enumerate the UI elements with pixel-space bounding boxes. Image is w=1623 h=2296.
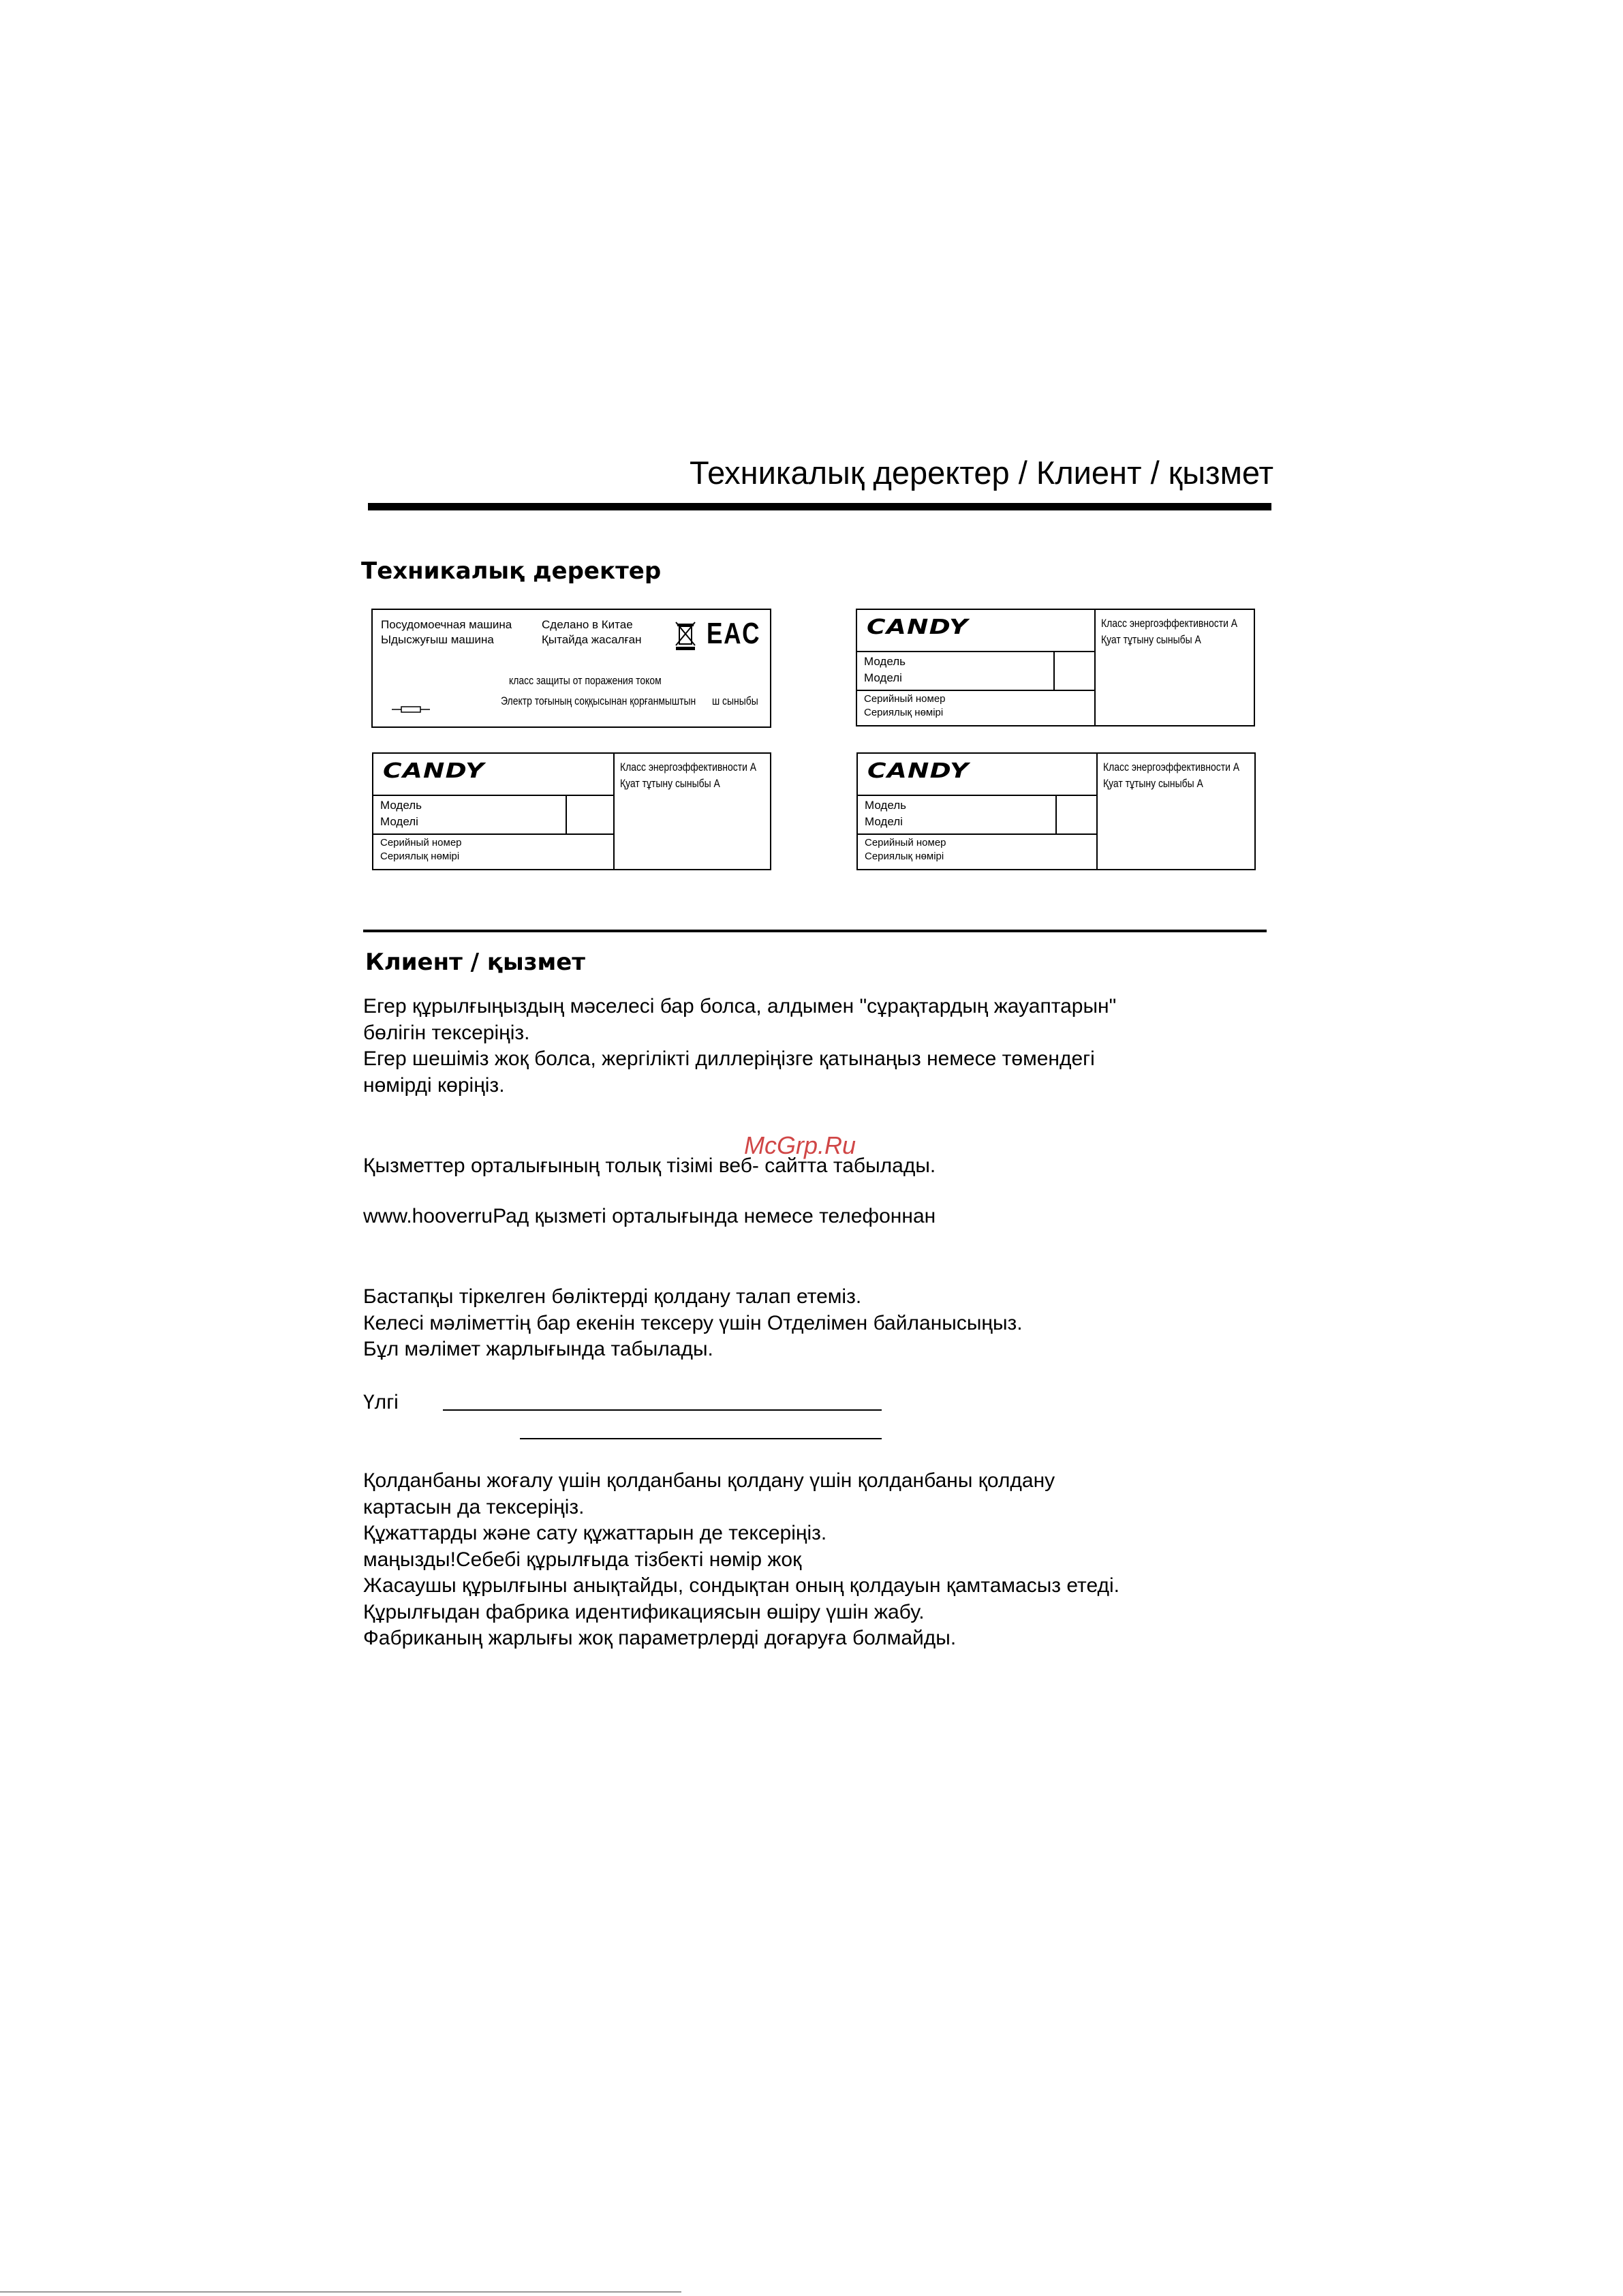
serial-fill-line	[520, 1438, 882, 1439]
eac-mark: EAC	[707, 617, 761, 650]
text-line: Қолданбаны жоғалу үшін қолданбаны қолдану үшін қолданбаны қолдану	[363, 1469, 1055, 1492]
made-in-kk: Қытайда жасалған	[542, 633, 642, 646]
candy-logo: CANDY	[867, 615, 969, 639]
model-ru: Модель	[864, 655, 906, 668]
product-ru: Посудомоечная машина	[381, 618, 512, 631]
fuse-icon	[392, 705, 430, 714]
text-line: картасын да тексеріңіз.	[363, 1495, 585, 1518]
product-kk: Ыдысжуғыш машина	[381, 633, 494, 646]
text-line: Жасаушы құрылғыны анықтайды, сондықтан оның қолдауын қамтамасыз етеді.	[363, 1574, 1119, 1597]
model-ru: Модель	[380, 799, 422, 812]
model-kk: Моделі	[380, 815, 418, 828]
website-text: www.hooverruРад қызметі орталығында немесе телефоннан	[363, 1205, 936, 1227]
model-ru: Модель	[865, 799, 907, 812]
candy-label-2	[372, 752, 771, 870]
model-fill-line	[443, 1409, 882, 1411]
energy-class-kk: Қуат тұтыну сыныбы А	[1101, 633, 1201, 646]
text-line: Келесі мәліметтің бар екенін тексеру үшін Отделімен байланысыңыз.	[363, 1311, 1023, 1334]
text-line: Егер шешіміз жоқ болса, жергілікті диллеріңізге қатынаңыз немесе төмендегі	[363, 1047, 1095, 1070]
parts-paragraph	[363, 1284, 1023, 1363]
energy-class-ru: Класс энергоэффективности А	[620, 761, 757, 774]
title-rule	[368, 503, 1271, 510]
candy-label-1	[856, 609, 1255, 726]
candy-logo: CANDY	[867, 759, 970, 783]
candy-logo: CANDY	[383, 759, 485, 783]
serial-kk: Сериялық нөмірі	[380, 851, 460, 862]
candy-label-3	[856, 752, 1256, 870]
section-divider	[363, 930, 1267, 932]
energy-class-ru: Класс энергоэффективности А	[1103, 761, 1240, 774]
text-line: Бұл мәлімет жарлығында табылады.	[363, 1338, 713, 1360]
client-heading: Клиент / қызмет	[365, 949, 585, 976]
service-list-text: Қызметтер орталығының толық тізімі веб- сайтта табылады.	[363, 1154, 936, 1177]
page-bottom-edge	[0, 2291, 681, 2293]
text-line: Құжаттарды және сату құжаттарын де тексеріңіз.	[363, 1522, 827, 1544]
energy-class-ru: Класс энергоэффективности А	[1101, 617, 1238, 630]
protection-ru: класс защиты от поражения током	[509, 674, 662, 687]
energy-class-kk: Қуат тұтыну сыныбы А	[1103, 777, 1203, 790]
model-kk: Моделі	[864, 671, 902, 684]
tech-heading: Техникалық деректер	[361, 557, 662, 585]
weee-bin-icon	[674, 619, 697, 651]
model-kk: Моделі	[865, 815, 903, 828]
protection-kk: Электр тоғының соққысынан қорғанмыштын	[501, 694, 696, 707]
serial-ru: Серийный номер	[865, 837, 946, 848]
energy-class-kk: Қуат тұтыну сыныбы А	[620, 777, 720, 790]
model-label: Үлгі	[363, 1391, 399, 1413]
serial-kk: Сериялық нөмірі	[864, 707, 944, 718]
serial-kk: Сериялық нөмірі	[865, 851, 944, 862]
serial-ru: Серийный номер	[380, 837, 462, 848]
text-line: Құрылғыдан фабрика идентификациясын өшіру үшін жабу.	[363, 1600, 925, 1623]
text-line: Фабриканың жарлығы жоқ параметрлерді доғаруға болмайды.	[363, 1627, 957, 1649]
text-line: Егер құрылғыңыздың мәселесі бар болса, алдымен "сұрақтардың жауаптарын"	[363, 995, 1117, 1017]
watermark: McGrp.Ru	[744, 1131, 856, 1159]
text-line: нөмірді көріңіз.	[363, 1073, 505, 1097]
text-line: Бастапқы тіркелген бөліктерді қолдану талап етеміз.	[363, 1285, 862, 1308]
intro-paragraph	[363, 994, 1116, 1099]
warranty-paragraph	[363, 1468, 1119, 1652]
protection-suffix: ш сыныбы	[712, 694, 758, 707]
text-line: маңызды!Себебі құрылғыда тізбекті нөмір жоқ	[363, 1548, 802, 1571]
serial-ru: Серийный номер	[864, 693, 946, 705]
page-title: Техникалық деректер / Клиент / қызмет	[690, 455, 1273, 491]
made-in-ru: Сделано в Китае	[542, 618, 633, 631]
rating-plate	[371, 609, 771, 728]
text-line: бөлігін тексеріңіз.	[363, 1021, 530, 1044]
